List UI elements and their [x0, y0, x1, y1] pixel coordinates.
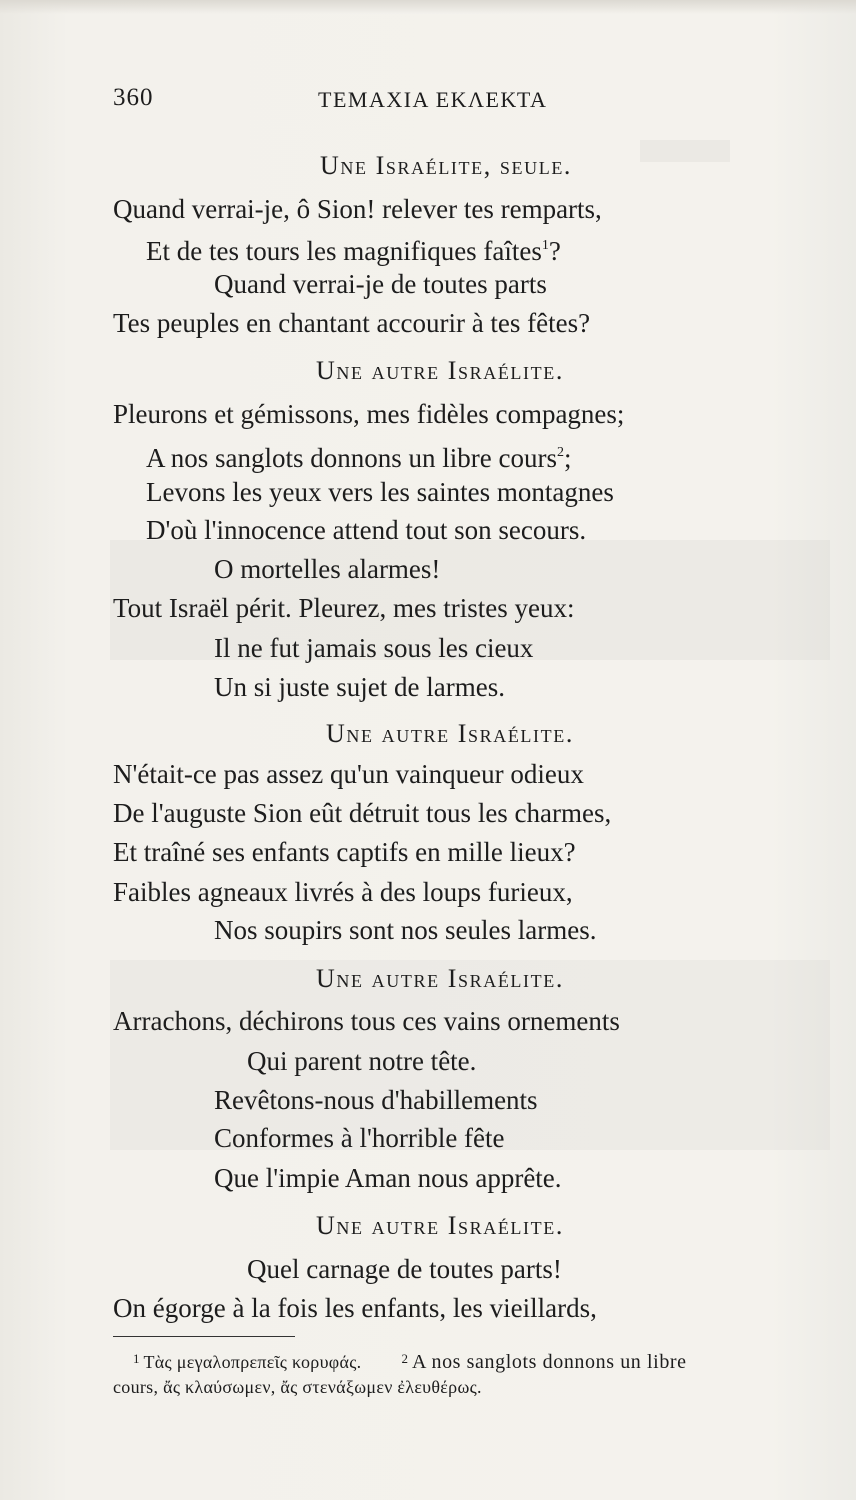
verse-line: Pleurons et gémissons, mes fidèles compagnes;	[113, 399, 625, 429]
verse-line: O mortelles alarmes!	[214, 554, 441, 584]
footnote-marker: 1	[133, 1351, 140, 1366]
verse-line: Et de tes tours les magnifiques faîtes$^1$?	[146, 236, 561, 266]
verse-line: Qui parent notre tête.	[247, 1046, 477, 1076]
footnote-line	[113, 1376, 482, 1398]
verse-line: Il ne fut jamais sous les cieux	[214, 633, 534, 663]
footnote-2-text: A nos sanglots donnons un libre	[411, 1351, 687, 1373]
footnote-1-text: Τὰς μεγαλοπρεπεῖς κορυφάς.	[143, 1352, 362, 1372]
verse-line: Quand verrai-je, ô Sion! relever tes remparts,	[113, 194, 602, 224]
speaker-heading: Une autre Israélite.	[316, 356, 564, 385]
verse-line: A nos sanglots donnons un libre cours$^2$;	[146, 443, 572, 473]
running-title: ΤΕΜΑΧΙΑ ΕΚΛΕΚΤΑ	[318, 87, 548, 112]
footnote-rule	[113, 1336, 295, 1337]
verse-line: Tes peuples en chantant accourir à tes fêtes?	[113, 308, 591, 338]
verse-line: De l'auguste Sion eût détruit tous les charmes,	[113, 798, 612, 828]
verse-line: Que l'impie Aman nous apprête.	[214, 1163, 562, 1193]
verse-line: Tout Israël périt. Pleurez, mes tristes yeux:	[113, 593, 575, 623]
page-edge-shadow	[0, 0, 856, 14]
verse-line: Faibles agneaux livrés à des loups furieux,	[113, 877, 573, 907]
verse-line: Quand verrai-je de toutes parts	[214, 269, 547, 299]
footnote-marker: 2	[401, 1351, 408, 1366]
verse-line: On égorge à la fois les enfants, les vieillards,	[113, 1293, 597, 1323]
verse-line: Arrachons, déchirons tous ces vains ornements	[113, 1006, 620, 1036]
verse-line: Et traîné ses enfants captifs en mille lieux?	[113, 837, 576, 867]
footnote-line	[133, 1348, 687, 1373]
speaker-heading: Une Israélite, seule.	[320, 151, 573, 180]
page-number: 360	[113, 84, 154, 111]
speaker-heading: Une autre Israélite.	[326, 719, 574, 748]
footnote-ref: 1	[541, 238, 549, 253]
footnote-ref: 2	[557, 445, 564, 460]
speaker-heading: Une autre Israélite.	[316, 964, 564, 993]
verse-line: Revêtons-nous d'habillements	[214, 1085, 538, 1115]
verse-line: Nos soupirs sont nos seules larmes.	[214, 915, 597, 945]
show-through-shadow	[640, 140, 730, 162]
verse-line: Conformes à l'horrible fête	[214, 1123, 505, 1153]
verse-line: Un si juste sujet de larmes.	[214, 672, 505, 702]
footnote-2-continuation: cours, ἄς κλαύσωμεν, ἄς στενάξωμεν ἐλευθέρως.	[113, 1377, 482, 1397]
page-header	[0, 84, 856, 118]
verse-line: Levons les yeux vers les saintes montagnes	[146, 477, 614, 507]
speaker-heading: Une autre Israélite.	[316, 1211, 564, 1240]
verse-line: D'où l'innocence attend tout son secours.	[146, 515, 587, 545]
verse-line: N'était-ce pas assez qu'un vainqueur odieux	[113, 759, 584, 789]
verse-line: Quel carnage de toutes parts!	[247, 1254, 562, 1284]
